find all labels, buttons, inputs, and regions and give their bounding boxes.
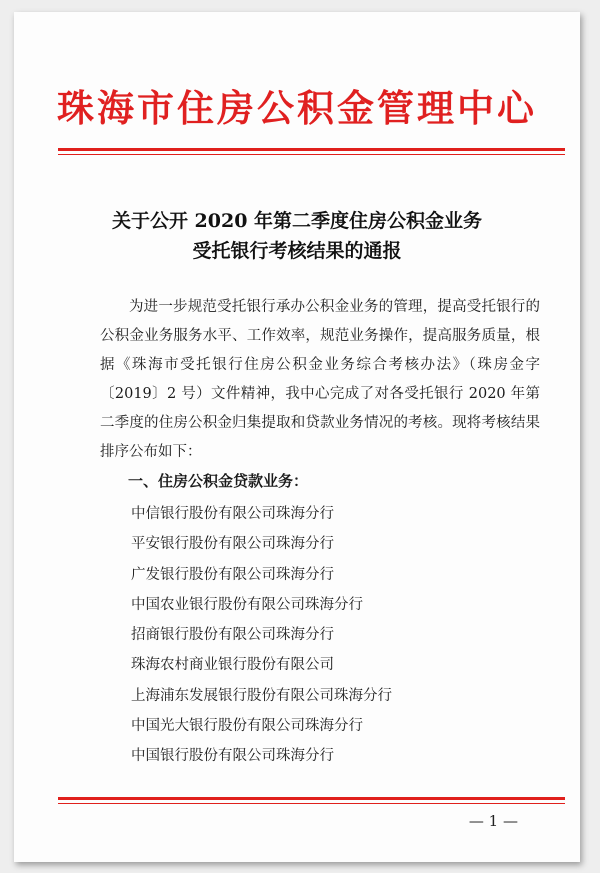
bank-list (131, 499, 392, 772)
list-item: 中国光大银行股份有限公司珠海分行 (131, 718, 363, 735)
notice-title-line2: 受托银行考核结果的通报 (192, 240, 402, 262)
list-item: 珠海农村商业银行股份有限公司 (131, 657, 334, 674)
body-paragraph: 为进一步规范受托银行承办公积金业务的管理，提高受托银行的公积金业务服务水平、工作效率，规范业务操作，提高服务质量，根据《珠海市受托银行住房公积金业务综合考核办法》（珠房金字〔2019〕2 号）文件精神，我中心完成了对各受托银行 2020 年第二季度的住房公积金归集提取和贷款业务情况的考核。现将考核结果排序公布如下： (100, 299, 540, 460)
header-rule-thin (58, 154, 565, 155)
list-item: 广发银行股份有限公司珠海分行 (131, 566, 334, 583)
page-number: — 1 — (468, 812, 518, 830)
list-item: 中信银行股份有限公司珠海分行 (131, 506, 334, 522)
list-item: 招商银行股份有限公司珠海分行 (131, 627, 334, 644)
notice-title-line1: 关于公开 2020 年第二季度住房公积金业务 (111, 210, 483, 232)
header-rule-thick (58, 148, 565, 151)
list-item: 中国农业银行股份有限公司珠海分行 (131, 596, 363, 613)
list-item: 平安银行股份有限公司珠海分行 (131, 536, 334, 553)
list-item: 上海浦东发展银行股份有限公司珠海分行 (131, 687, 392, 704)
document-page (14, 12, 580, 862)
footer-rule-thick (58, 797, 565, 800)
footer-rule-thin (58, 803, 565, 804)
list-item: 中国银行股份有限公司珠海分行 (131, 748, 334, 765)
org-header: 珠海市住房公积金管理中心 (57, 86, 537, 130)
section-heading-loan: 一、住房公积金贷款业务： (128, 472, 309, 490)
